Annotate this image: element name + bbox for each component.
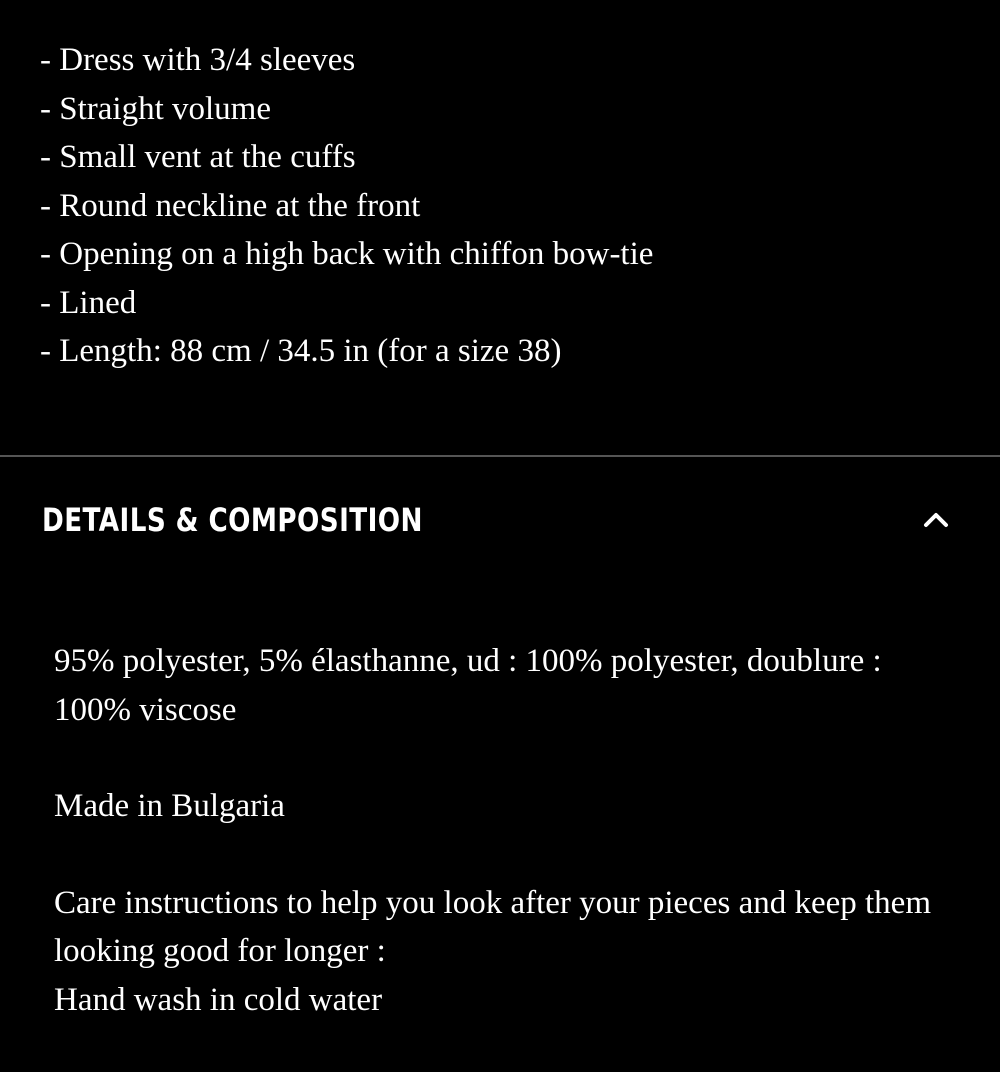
feature-item: - Straight volume [40, 90, 271, 127]
feature-item: - Small vent at the cuffs [40, 139, 356, 175]
care-intro: Care instructions to help you look after your pieces and keep them looking good for longer : [54, 884, 931, 969]
accordion-title: DETAILS & COMPOSITION [42, 501, 423, 539]
feature-item: - Dress with 3/4 sleeves [40, 42, 356, 78]
feature-item: - Length: 88 cm / 34.5 in (for a size 38) [40, 333, 562, 369]
feature-item: - Round neckline at the front [40, 187, 421, 224]
product-features-list [40, 36, 653, 376]
feature-item: - Opening on a high back with chiffon bow-tie [40, 236, 654, 272]
chevron-up-icon[interactable] [918, 502, 954, 538]
details-composition-accordion-header[interactable] [0, 490, 1000, 554]
composition-text: 95% polyester, 5% élasthanne, ud : 100% polyester, doublure : 100% viscose [54, 643, 882, 728]
feature-item: - Lined [40, 284, 137, 321]
care-instructions-text [54, 879, 954, 1025]
details-composition-content [54, 637, 954, 1072]
care-first-instruction: Hand wash in cold water [54, 981, 383, 1018]
section-divider [0, 455, 1000, 457]
origin-text: Made in Bulgaria [54, 788, 285, 824]
